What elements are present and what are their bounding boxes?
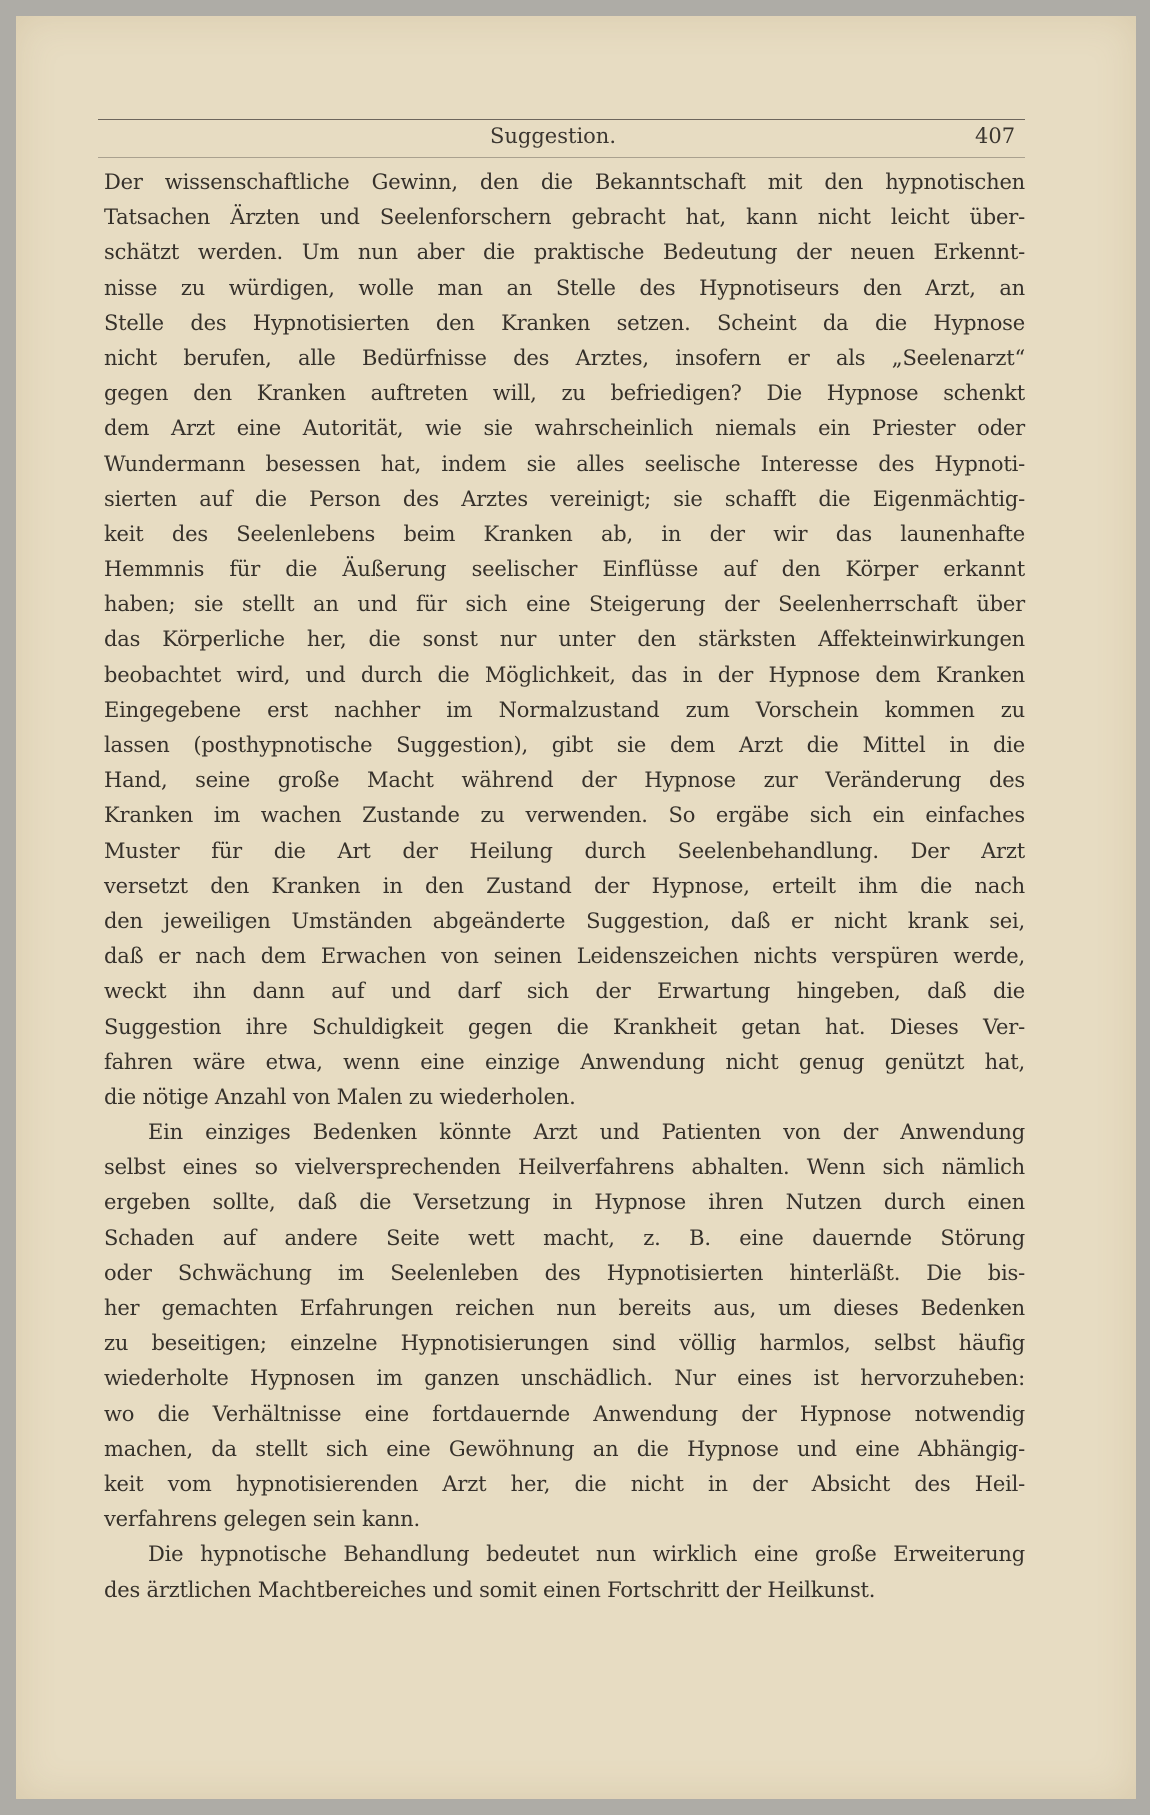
text-line: dem Arzt eine Autorität, wie sie wahrscheinlich niemals ein Priester oder	[104, 416, 1025, 441]
text-line: Stelle des Hypnotisierten den Kranken setzen. Scheint da die Hypnose	[104, 310, 1025, 335]
text-line: keit des Seelenlebens beim Kranken ab, in der wir das launenhafte	[104, 521, 1025, 546]
text-line: Eingegebene erst nachher im Normalzustand zum Vorschein kommen zu	[104, 697, 1025, 722]
text-line: wiederholte Hypnosen im ganzen unschädlich. Nur eines ist hervorzuheben:	[104, 1366, 1025, 1391]
text-line: nicht berufen, alle Bedürfnisse des Arztes, insofern er als „Seelenarzt“	[104, 345, 1025, 370]
text-line: zu beseitigen; einzelne Hypnotisierungen sind völlig harmlos, selbst häufig	[104, 1331, 1025, 1356]
body-text	[104, 165, 1025, 1608]
text-line: sierten auf die Person des Arztes vereinigt; sie schafft die Eigenmächtig-	[104, 486, 1025, 511]
text-line: fahren wäre etwa, wenn eine einzige Anwendung nicht genug genützt hat,	[104, 1049, 1025, 1074]
text-line: Schaden auf andere Seite wett macht, z. B. eine dauernde Störung	[104, 1225, 1025, 1250]
text-line: Die hypnotische Behandlung bedeutet nun wirklich eine große Erweiterung	[148, 1542, 1025, 1567]
text-line: Ein einziges Bedenken könnte Arzt und Patienten von der Anwendung	[148, 1120, 1025, 1145]
text-line: Hemmnis für die Äußerung seelischer Einflüsse auf den Körper erkannt	[104, 557, 1025, 582]
text-line: Muster für die Art der Heilung durch Seelenbehandlung. Der Arzt	[104, 838, 1025, 863]
text-line: weckt ihn dann auf und darf sich der Erwartung hingeben, daß die	[104, 979, 1025, 1004]
header-rule-top	[98, 119, 1025, 120]
text-line: schätzt werden. Um nun aber die praktische Bedeutung der neuen Erkennt-	[104, 240, 1025, 265]
text-line: nisse zu würdigen, wolle man an Stelle des Hypnotiseurs den Arzt, an	[104, 275, 1025, 300]
text-line: wo die Verhältnisse eine fortdauernde Anwendung der Hypnose notwendig	[104, 1401, 1025, 1426]
paragraph	[104, 1115, 1025, 1537]
paragraph	[104, 165, 1025, 1115]
text-line: Tatsachen Ärzten und Seelenforschern gebracht hat, kann nicht leicht über-	[104, 205, 1025, 230]
text-line: Der wissenschaftliche Gewinn, den die Bekanntschaft mit den hypnotischen	[104, 170, 1025, 194]
text-line: den jeweiligen Umständen abgeänderte Suggestion, daß er nicht krank sei,	[104, 908, 1025, 933]
text-line: haben; sie stellt an und für sich eine Steigerung der Seelenherrschaft über	[104, 592, 1025, 617]
running-title: Suggestion.	[490, 124, 616, 148]
header-rule-bottom	[98, 157, 1025, 158]
text-line: gegen den Kranken auftreten will, zu befriedigen? Die Hypnose schenkt	[104, 381, 1025, 406]
text-line: das Körperliche her, die sonst nur unter den stärksten Affekteinwirkungen	[104, 627, 1025, 652]
text-line: verfahrens gelegen sein kann.	[104, 1507, 420, 1532]
text-line: die nötige Anzahl von Malen zu wiederholen.	[104, 1084, 576, 1109]
text-line: des ärztlichen Machtbereiches und somit einen Fortschritt der Heilkunst.	[104, 1577, 876, 1602]
text-line: selbst eines so vielversprechenden Heilverfahrens abhalten. Wenn sich nämlich	[104, 1155, 1025, 1180]
text-line: her gemachten Erfahrungen reichen nun bereits aus, um dieses Bedenken	[104, 1296, 1025, 1320]
text-line: oder Schwächung im Seelenleben des Hypnotisierten hinterläßt. Die bis-	[104, 1260, 1025, 1285]
text-line: ergeben sollte, daß die Versetzung in Hypnose ihren Nutzen durch einen	[104, 1190, 1025, 1215]
text-line: machen, da stellt sich eine Gewöhnung an die Hypnose und eine Abhängig-	[104, 1436, 1025, 1461]
text-line: Hand, seine große Macht während der Hypnose zur Veränderung des	[104, 768, 1025, 793]
page-number: 407	[975, 124, 1016, 148]
text-line: lassen (posthypnotische Suggestion), gibt sie dem Arzt die Mittel in die	[104, 733, 1025, 757]
text-line: Suggestion ihre Schuldigkeit gegen die Krankheit getan hat. Dieses Ver-	[104, 1014, 1025, 1039]
text-line: beobachtet wird, und durch die Möglichkeit, das in der Hypnose dem Kranken	[104, 662, 1025, 687]
text-line: daß er nach dem Erwachen von seinen Leidenszeichen nichts verspüren werde,	[104, 944, 1025, 969]
text-line: Wundermann besessen hat, indem sie alles seelische Interesse des Hypnoti-	[104, 451, 1025, 476]
text-line: keit vom hypnotisierenden Arzt her, die nicht in der Absicht des Heil-	[104, 1471, 1025, 1496]
paragraph	[104, 1537, 1025, 1607]
text-line: versetzt den Kranken in den Zustand der Hypnose, erteilt ihm die nach	[104, 873, 1025, 898]
text-line: Kranken im wachen Zustande zu verwenden. So ergäbe sich ein einfaches	[104, 803, 1025, 828]
